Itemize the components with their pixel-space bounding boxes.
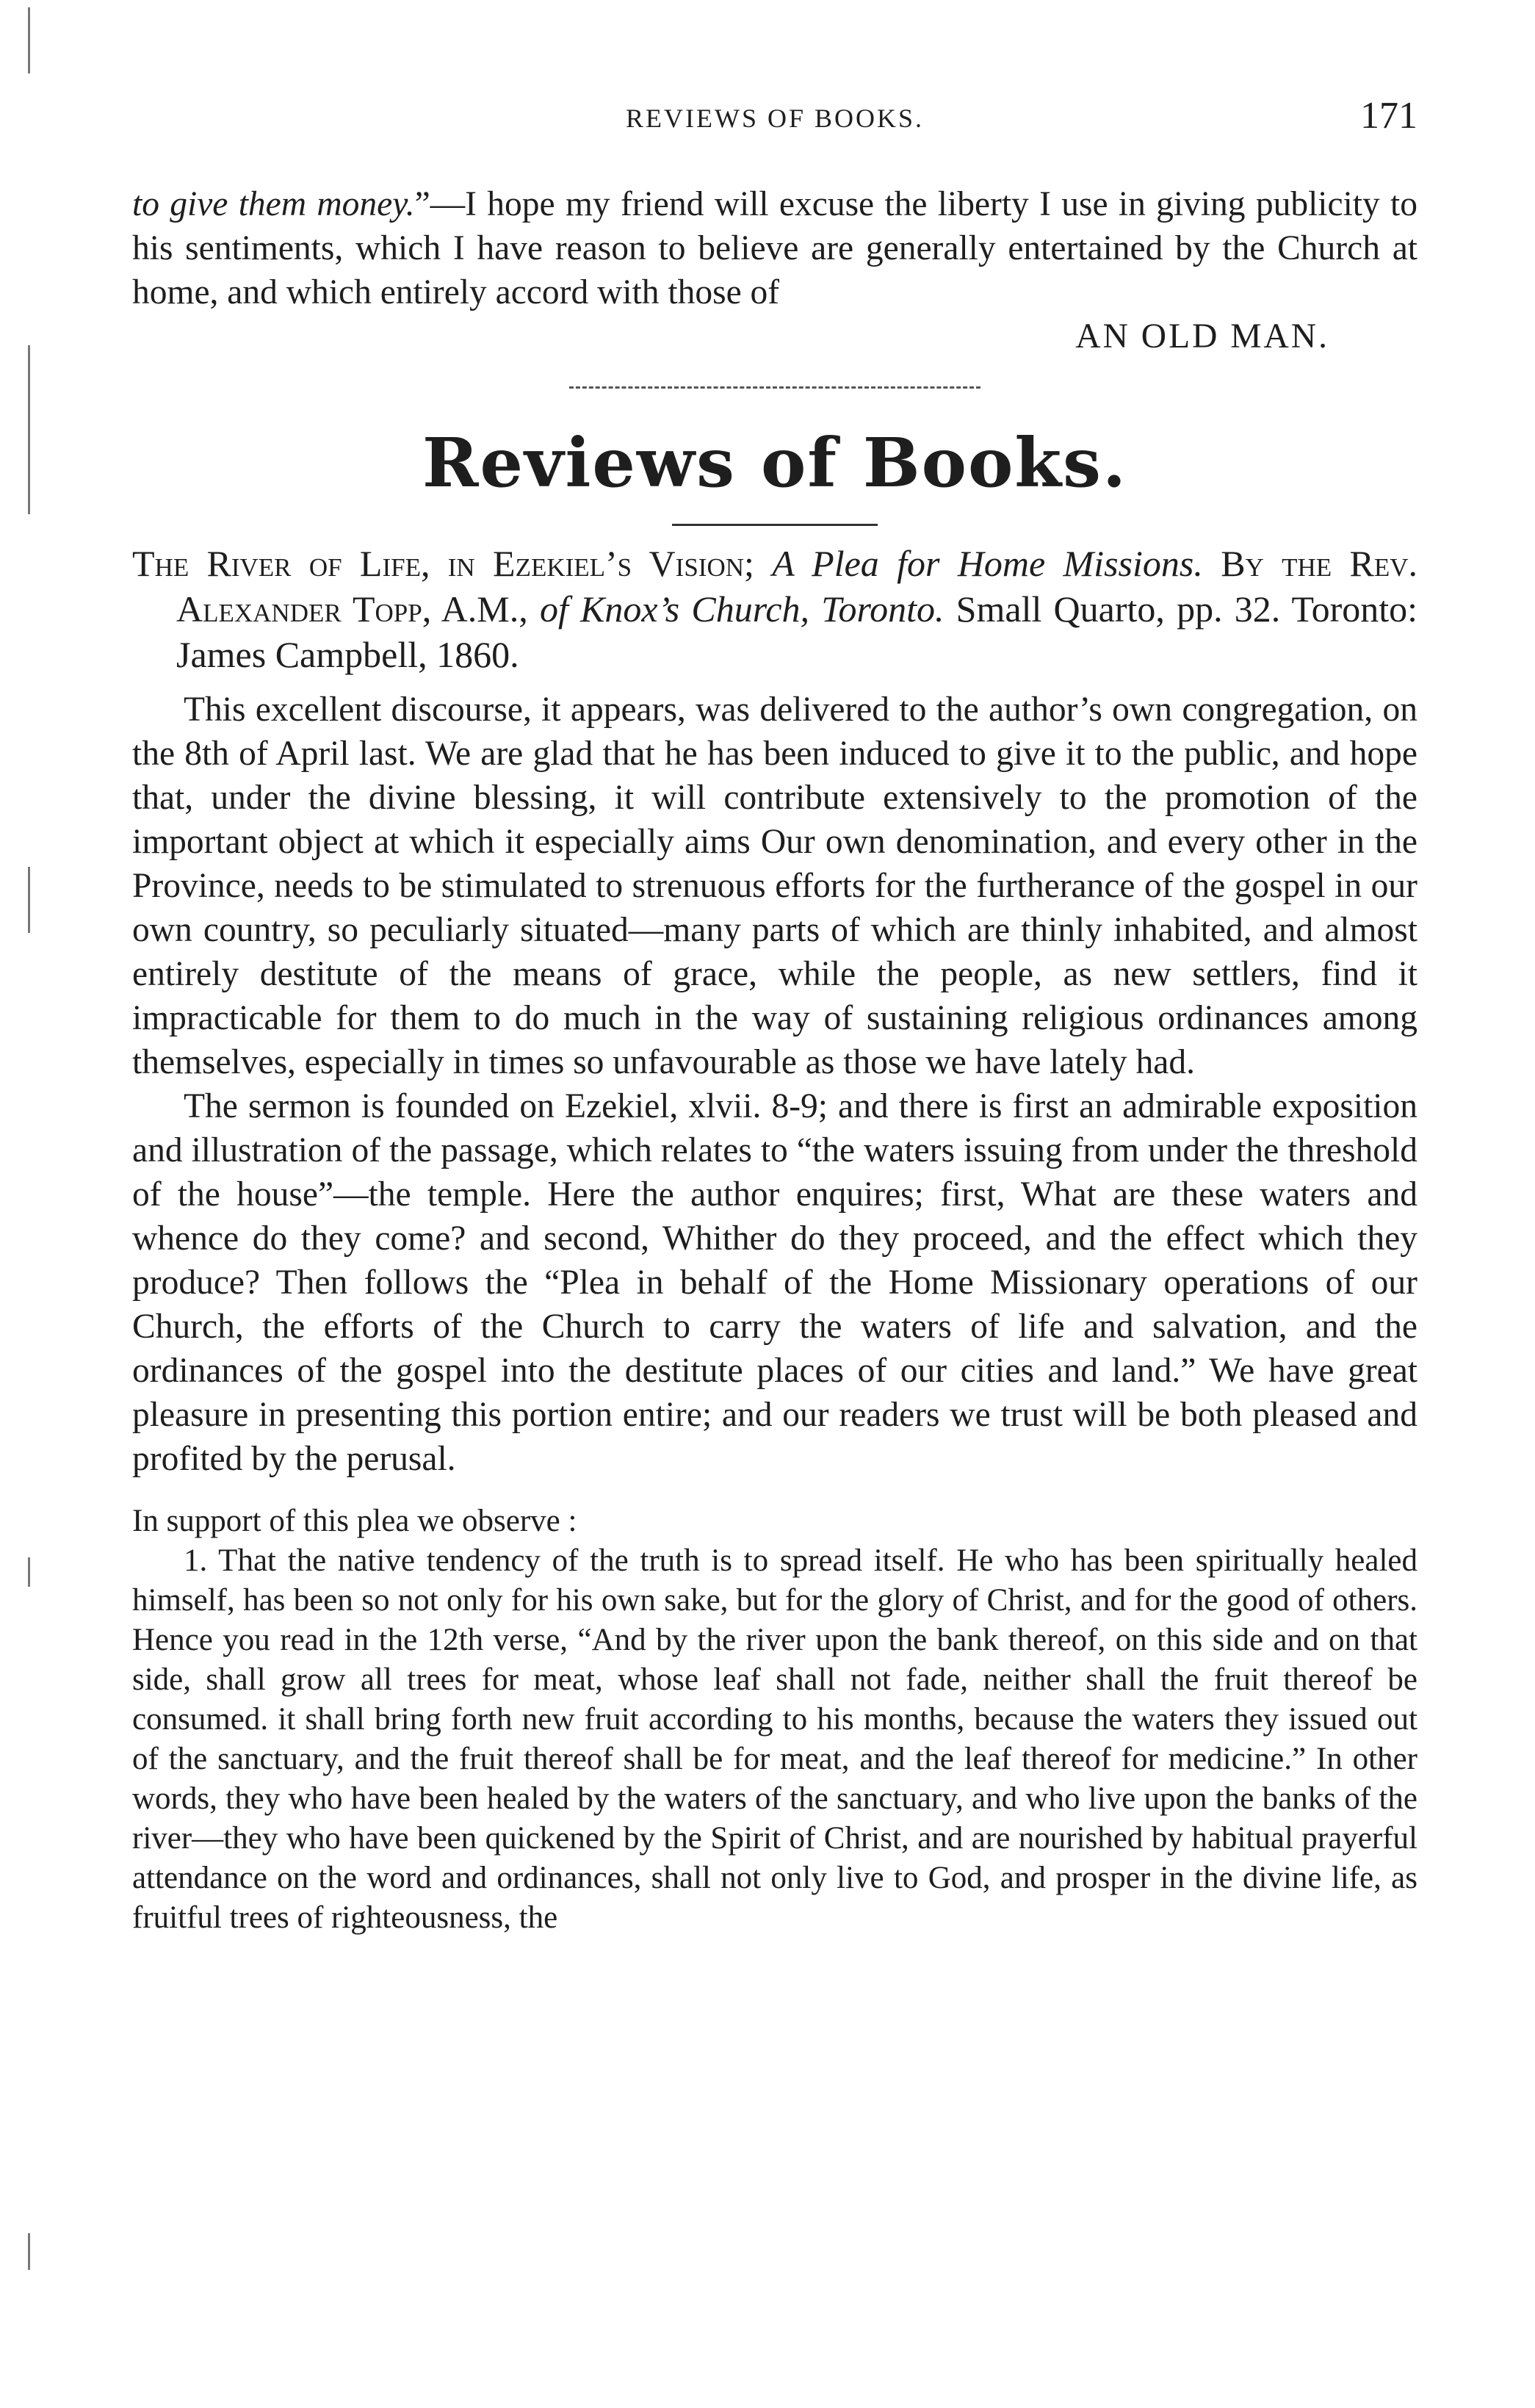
book-author-church: of Knox’s Church, Toronto. bbox=[539, 588, 945, 630]
page-header bbox=[132, 94, 1417, 153]
review-paragraph: The sermon is founded on Ezekiel, xlvii. 8-9; and there is first an admirable exposition and illustration of the passage, which relates to “the waters issuing from under the threshold of the house”—the temple. Here the author enquires; first, What are these waters and whence do they come? and second, Whither do they proceed, and the effect which they produce? Then follows the “Plea in behalf of the Home Missionary operations of our Church, the efforts of the Church to carry the waters of life and salvation, and the ordinances of the gospel into the destitute places of our cities and land.” We have great pleasure in presenting this portion entire; and our readers we trust will be both pleased and profited by the perusal. bbox=[132, 1087, 1417, 1478]
edge-mark bbox=[28, 345, 30, 514]
section-title: Reviews of Books. bbox=[422, 423, 1127, 502]
extract-point-1: 1. That the native tendency of the truth is to spread itself. He who has been spiritually healed himself, has been so not only for his own sake, but for the glory of Christ, and for the good of others. Hence you read in the 12th verse, “And by the river upon the bank thereof, on this side and on that side, shall grow all trees for meat, whose leaf shall not fade, neither shall the fruit thereof be consumed. it shall bring forth new fruit according to his months, because the waters they issued out of the sanctuary, and the fruit thereof shall be for meat, and the leaf thereof for medicine.” In other words, they who have been healed by the waters of the sanctuary, and who live upon the banks of the river—they who have been quickened by the Spirit of Christ, and are nourished by habitual prayerful attendance on the word and ordinances, shall not only live to God, and prosper in the divine life, as fruitful trees of righteousness, the bbox=[132, 1543, 1417, 1935]
edge-mark bbox=[28, 867, 30, 933]
book-citation bbox=[132, 541, 1417, 677]
section-divider bbox=[569, 386, 980, 389]
book-author: By the Rev. Alexander Topp, A.M., bbox=[176, 543, 1417, 630]
extract-intro: In support of this plea we observe : bbox=[132, 1504, 577, 1538]
page-number: 171 bbox=[1360, 95, 1417, 137]
signature-line bbox=[132, 314, 1417, 358]
review-paragraph: This excellent discourse, it appears, was delivered to the author’s own congregation, on the 8th of April last. We are glad that he has been induced to give it to the public, and hope that, under the divine blessing, it will contribute extensively to the promotion of the important object at which it especially aims Our own denomination, and every other in the Province, needs to be stimulated to strenuous efforts for the furtherance of the gospel in our own country, so peculiarly situated—many parts of which are thinly inhabited, and almost entirely destitute of the means of grace, while the people, as new settlers, find it impracticable for them to do much in the way of sustaining religious ordinances among themselves, especially in times so unfavourable as those we have lately had. bbox=[132, 691, 1417, 1081]
binding-edge-marks bbox=[28, 0, 50, 2408]
edge-mark bbox=[28, 1557, 30, 1587]
running-head: REVIEWS OF BOOKS. bbox=[625, 104, 925, 133]
book-subtitle: A Plea for Home Missions. bbox=[772, 543, 1203, 584]
book-title: The River of Life, in Ezekiel’s Vision; bbox=[132, 543, 754, 584]
edge-mark bbox=[28, 7, 30, 73]
letter-closing-italic: to give them money. bbox=[132, 185, 415, 223]
edge-mark bbox=[28, 2233, 30, 2270]
book-publication: Small Quarto, pp. 32. Toronto: James Campbell, 1860. bbox=[176, 588, 1418, 675]
title-rule bbox=[672, 524, 878, 526]
page-body bbox=[132, 182, 1417, 1938]
letter-closing-paragraph bbox=[132, 182, 1417, 314]
letter-closing-text: ”—I hope my friend will excuse the liberty I use in giving publicity to his sentiments, which I have reason to believe are generally entertained by the Church at home, and which entirely accord with those of bbox=[132, 185, 1417, 311]
paragraph-gap bbox=[132, 1481, 1417, 1502]
signature: AN OLD MAN. bbox=[1075, 317, 1329, 356]
